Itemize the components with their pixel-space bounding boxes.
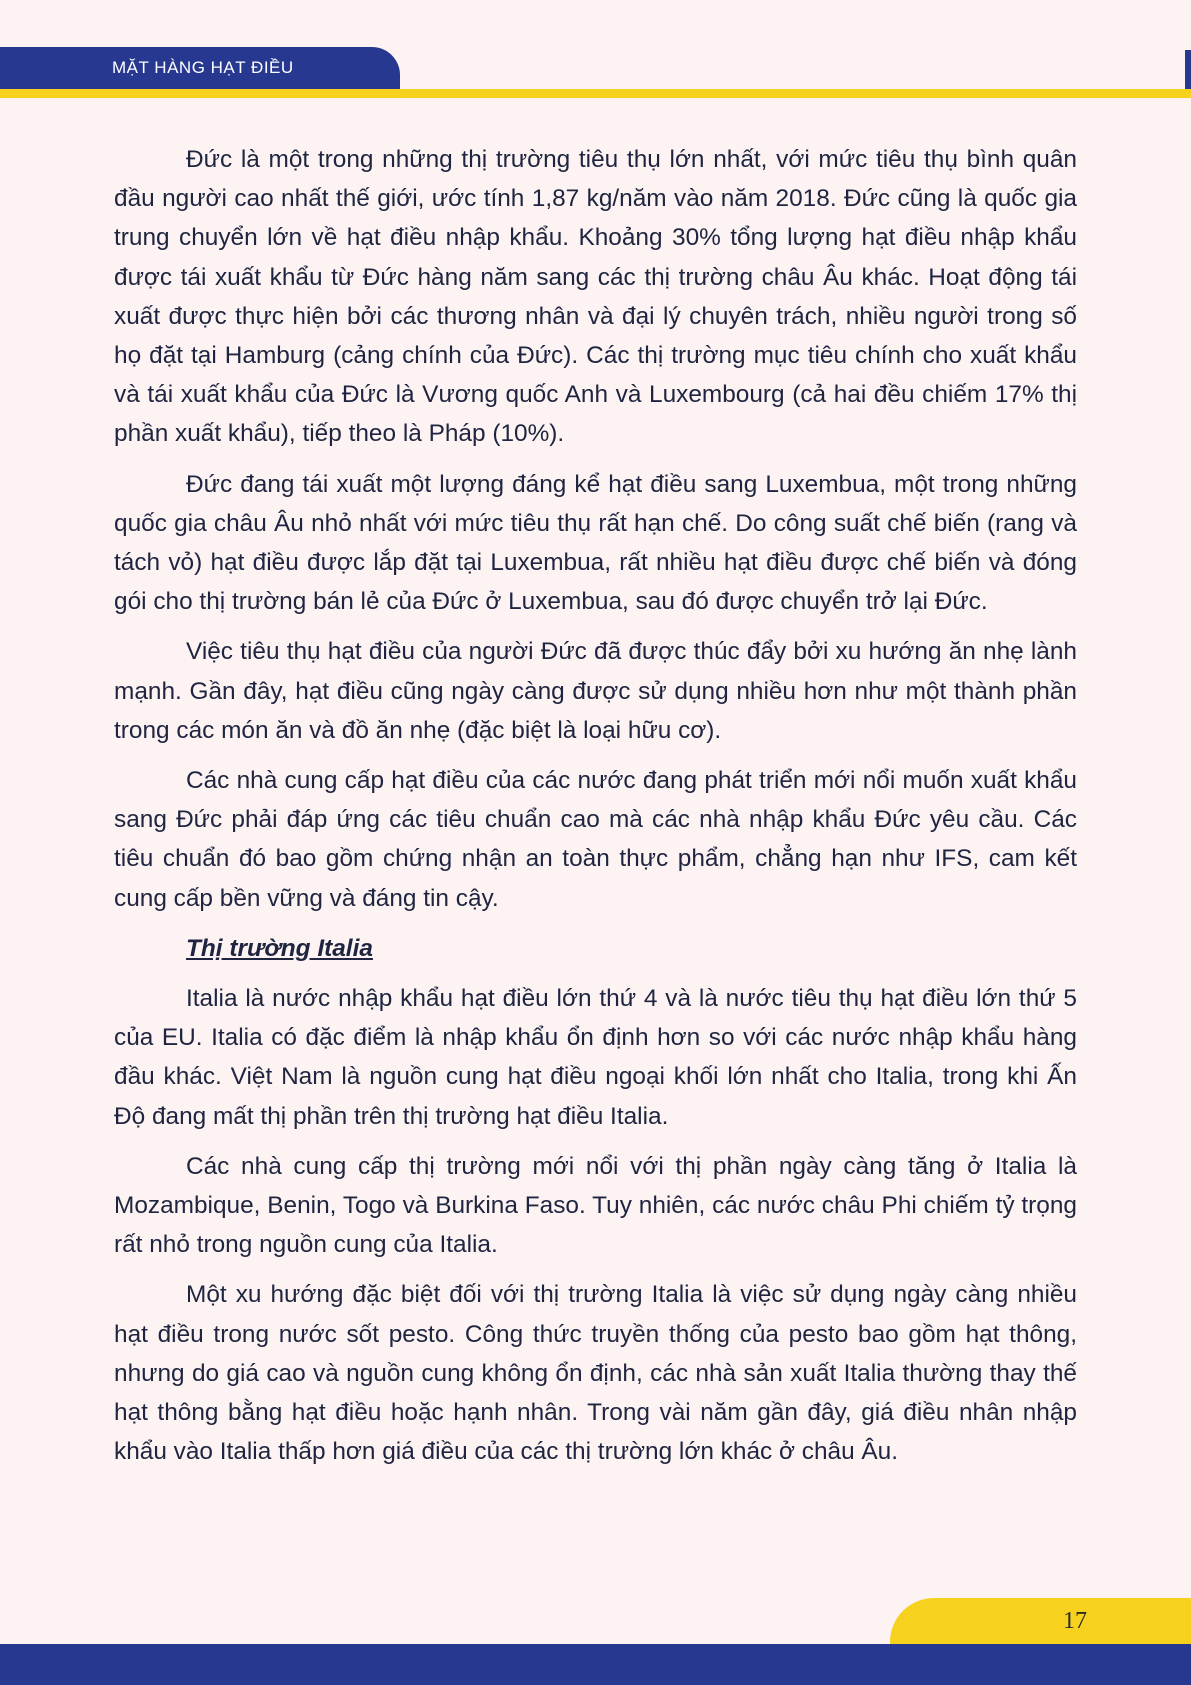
footer-bar bbox=[0, 1644, 1191, 1685]
paragraph-italy-imports: Italia là nước nhập khẩu hạt điều lớn thứ 4 và là nước tiêu thụ hạt điều lớn thứ 5 của EU. Italia có đặc điểm là nhập khẩu ổn định hơn so với các nước nhập khẩu hàng đầu khác. Việt Nam là nguồn cung hạt điều ngoại khối lớn nhất cho Italia, trong khi Ấn Độ đang mất thị phần trên thị trường hạt điều Italia. bbox=[114, 985, 1077, 1130]
paragraph-germany-snacking: Việc tiêu thụ hạt điều của người Đức đã được thúc đẩy bởi xu hướng ăn nhẹ lành mạnh. Gần đây, hạt điều cũng ngày càng được sử dụng nhiều hơn như một thành phần trong các món ăn và đồ ăn nhẹ (đặc biệt là loại hữu cơ). bbox=[114, 638, 1077, 744]
header-edge-decoration bbox=[1185, 50, 1191, 89]
running-header bbox=[0, 47, 400, 89]
section-heading-italy: Thị trường Italia bbox=[186, 934, 373, 962]
page-number: 17 bbox=[1063, 1607, 1087, 1634]
paragraph-italy-pesto: Một xu hướng đặc biệt đối với thị trường Italia là việc sử dụng ngày càng nhiều hạt điều trong nước sốt pesto. Công thức truyền thống của pesto bao gồm hạt thông, nhưng do giá cao và nguồn cung không ổn định, các nhà sản xuất Italia thường thay thế hạt thông bằng hạt điều hoặc hạnh nhân. Trong vài năm gần đây, giá điều nhân nhập khẩu vào Italia thấp hơn giá điều của các thị trường lớn khác ở châu Âu. bbox=[114, 1281, 1077, 1466]
page-body bbox=[114, 140, 1077, 1483]
header-title: MẶT HÀNG HẠT ĐIỀU bbox=[112, 58, 294, 77]
header-accent-line bbox=[0, 89, 1191, 98]
paragraph-italy-suppliers: Các nhà cung cấp thị trường mới nổi với thị phần ngày càng tăng ở Italia là Mozambique, Benin, Togo và Burkina Faso. Tuy nhiên, các nước châu Phi chiếm tỷ trọng rất nhỏ trong nguồn cung của Italia. bbox=[114, 1152, 1077, 1259]
paragraph-germany-luxembourg: Đức đang tái xuất một lượng đáng kể hạt điều sang Luxembua, một trong những quốc gia châu Âu nhỏ nhất với mức tiêu thụ rất hạn chế. Do công suất chế biến (rang và tách vỏ) hạt điều được lắp đặt tại Luxembua, rất nhiều hạt điều được chế biến và đóng gói cho thị trường bán lẻ của Đức ở Luxembua, sau đó được chuyển trở lại Đức. bbox=[114, 470, 1077, 616]
paragraph-germany-consumption: Đức là một trong những thị trường tiêu thụ lớn nhất, với mức tiêu thụ bình quân đầu người cao nhất thế giới, ước tính 1,87 kg/năm vào năm 2018. Đức cũng là quốc gia trung chuyển lớn về hạt điều nhập khẩu. Khoảng 30% tổng lượng hạt điều nhập khẩu được tái xuất khẩu từ Đức hàng năm sang các thị trường châu Âu khác. Hoạt động tái xuất được thực hiện bởi các thương nhân và đại lý chuyên trách, nhiều người trong số họ đặt tại Hamburg (cảng chính của Đức). Các thị trường mục tiêu chính cho xuất khẩu và tái xuất khẩu của Đức là Vương quốc Anh và Luxembourg (cả hai đều chiếm 17% thị phần xuất khẩu), tiếp theo là Pháp (10%). bbox=[114, 146, 1077, 448]
paragraph-germany-standards: Các nhà cung cấp hạt điều của các nước đang phát triển mới nổi muốn xuất khẩu sang Đức phải đáp ứng các tiêu chuẩn cao mà các nhà nhập khẩu Đức yêu cầu. Các tiêu chuẩn đó bao gồm chứng nhận an toàn thực phẩm, chẳng hạn như IFS, cam kết cung cấp bền vững và đáng tin cậy. bbox=[114, 767, 1077, 912]
page-number-tab bbox=[890, 1598, 1191, 1644]
